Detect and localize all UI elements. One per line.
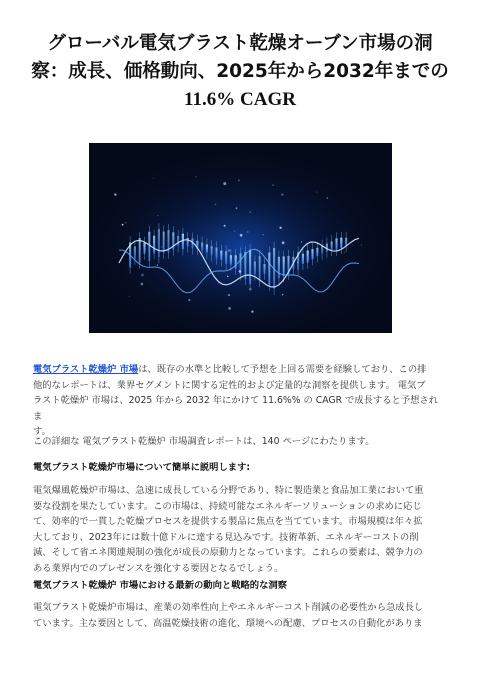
image-sparkle bbox=[272, 184, 274, 186]
image-sparkle bbox=[188, 299, 190, 301]
image-sparkle bbox=[236, 207, 238, 209]
image-sparkle bbox=[344, 252, 345, 253]
image-sparkle bbox=[228, 307, 231, 310]
image-sparkle bbox=[215, 203, 217, 205]
image-sparkle bbox=[361, 245, 362, 246]
image-sparkle bbox=[238, 180, 239, 181]
image-sparkle bbox=[158, 215, 159, 216]
image-sparkle bbox=[141, 283, 144, 286]
image-sparkle bbox=[249, 288, 252, 291]
title-line-2: 察：成長、価格動向、2025年から2032年までの bbox=[31, 61, 449, 82]
image-sparkle bbox=[161, 246, 163, 248]
image-sparkle bbox=[251, 311, 253, 313]
image-sparkle bbox=[227, 276, 229, 278]
image-sparkle bbox=[157, 264, 158, 265]
image-sparkle bbox=[316, 192, 317, 193]
image-sparkle bbox=[129, 296, 130, 297]
report-length-paragraph: この詳細な 電気ブラスト乾燥炉 市場調査レポートは、140 ページにわたります。 bbox=[33, 436, 375, 447]
image-sparkle bbox=[281, 193, 283, 195]
market-report-link[interactable]: 電気ブラスト乾燥炉 市場 bbox=[33, 364, 139, 375]
image-sparkle bbox=[234, 231, 235, 232]
image-sparkle bbox=[141, 274, 144, 277]
trends-paragraph: 電気ブラスト乾燥炉市場は、産業の効率性向上やエネルギーコスト削減の必要性から急成長し ています。主な要因として、高温乾燥技術の進化、環境への配慮、プロセスの自動化がありま bbox=[33, 602, 424, 629]
financial-chart-image bbox=[89, 143, 392, 333]
section-heading-overview: 電気ブラスト乾燥炉市場について簡単に説明します: bbox=[33, 462, 251, 473]
image-sparkle bbox=[195, 176, 196, 177]
page-title bbox=[20, 30, 460, 114]
image-sparkle bbox=[249, 211, 251, 213]
image-sparkle bbox=[263, 234, 264, 235]
image-sparkle bbox=[297, 262, 298, 263]
image-sparkle bbox=[122, 224, 124, 226]
image-sparkle bbox=[247, 231, 248, 232]
image-sparkle bbox=[228, 294, 230, 296]
image-sparkle bbox=[282, 294, 283, 295]
image-sparkle bbox=[223, 182, 226, 185]
title-line-3: 11.6% CAGR bbox=[184, 89, 296, 110]
image-sparkle bbox=[153, 178, 154, 179]
image-sparkle bbox=[301, 241, 302, 242]
section-heading-trends: 電気ブラスト乾燥炉 市場における最新の動向と戦略的な洞察 bbox=[33, 580, 287, 591]
image-sparkle bbox=[239, 270, 242, 273]
image-sparkle bbox=[125, 222, 126, 223]
image-sparkle bbox=[240, 234, 243, 237]
image-sparkle bbox=[224, 225, 226, 227]
intro-paragraph: 電気ブラスト乾燥炉 市場は、既存の水準と比較して予想を上回る需要を経験しており、この排 他的なレポートは、業界セグメントに関する定性的および定量的な洞察を提供します。 電気ブ ラスト乾燥炉 市場は、2025 年から 2032 年にかけて 11.6%% の CAGR で成長すると予想されま す。 bbox=[33, 364, 439, 437]
overview-paragraph: 電気爆風乾燥炉市場は、急速に成長している分野であり、特に製造業と食品加工業において重 要な役割を果たしています。この市場は、持続可能なエネルギーソリューションの求めに応じ て、効率的で一貫した乾燥プロセスを提供する製品に焦点を当てています。市場規模は年々拡 大しており、2023年には数十億ドルに達する見込みです。技術革新、エネルギーコストの削 減、そして省エネ関連規制の強化が成長の原動力となっています。これらの要素は、競争力の ある業界内でのプレゼンスを強化する要因となるでしょう。 bbox=[33, 485, 424, 574]
financial-chart-image-art bbox=[89, 143, 392, 333]
image-sparkle bbox=[327, 197, 329, 199]
image-sparkle bbox=[114, 193, 116, 195]
image-sparkle bbox=[279, 227, 281, 229]
image-sparkle bbox=[282, 241, 285, 244]
image-sparkle bbox=[228, 249, 231, 252]
title-line-1: グローバル電気ブラスト乾燥オーブン市場の洞 bbox=[47, 33, 433, 54]
